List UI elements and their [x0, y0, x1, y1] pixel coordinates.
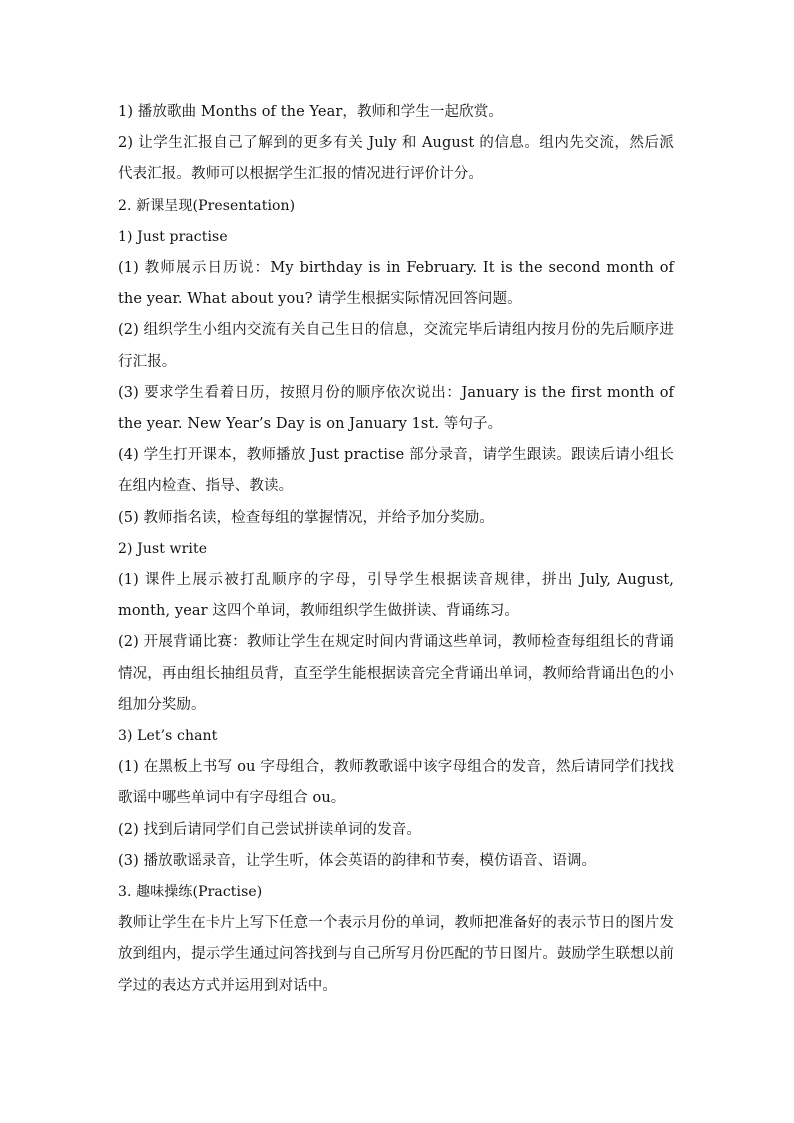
subheading-just-write: 2) Just write — [118, 540, 208, 557]
section-heading-practise: 3. 趣味操练(Practise) — [118, 883, 263, 900]
document-page — [118, 97, 674, 1002]
paragraph-practise-3: (3) 要求学生看着日历，按照月份的顺序依次说出：January is the first month of the year. New Year’s Day is on January 1st. 等句子。 — [118, 384, 674, 432]
paragraph-chant-3: (3) 播放歌谣录音，让学生听，体会英语的韵律和节奏，模仿语音、语调。 — [118, 852, 597, 869]
paragraph-practise-activity: 教师让学生在卡片上写下任意一个表示月份的单词，教师把准备好的表示节日的图片发放到组内，提示学生通过问答找到与自己所写月份匹配的节日图片。鼓励学生联想以前学过的表达方式并运用到对话中。 — [118, 915, 674, 994]
paragraph-practise-4: (4) 学生打开课本，教师播放 Just practise 部分录音，请学生跟读。跟读后请小组长在组内检查、指导、教读。 — [118, 447, 674, 495]
paragraph-write-1: (1) 课件上展示被打乱顺序的字母，引导学生根据读音规律，拼出 July, August, month, year 这四个单词，教师组织学生做拼读、背诵练习。 — [118, 571, 674, 620]
paragraph-chant-1: (1) 在黑板上书写 ou 字母组合，教师教歌谣中该字母组合的发音，然后请同学们找找歌谣中哪些单词中有字母组合 ou。 — [118, 759, 674, 807]
subheading-lets-chant: 3) Let’s chant — [118, 727, 218, 744]
paragraph-2: 2) 让学生汇报自己了解到的更多有关 July 和 August 的信息。组内先交流，然后派代表汇报。教师可以根据学生汇报的情况进行评价计分。 — [118, 135, 674, 183]
paragraph-practise-2: (2) 组织学生小组内交流有关自己生日的信息，交流完毕后请组内按月份的先后顺序进行汇报。 — [118, 322, 674, 370]
paragraph-write-2: (2) 开展背诵比赛：教师让学生在规定时间内背诵这些单词，教师检查每组组长的背诵情况，再由组长抽组员背，直至学生能根据读音完全背诵出单词，教师给背诵出色的小组加分奖励。 — [118, 634, 674, 713]
paragraph-1: 1) 播放歌曲 Months of the Year，教师和学生一起欣赏。 — [118, 104, 503, 120]
paragraph-practise-5: (5) 教师指名读，检查每组的掌握情况，并给予加分奖励。 — [118, 509, 494, 526]
paragraph-chant-2: (2) 找到后请同学们自己尝试拼读单词的发音。 — [118, 821, 421, 838]
section-heading-presentation: 2. 新课呈现(Presentation) — [118, 197, 296, 214]
subheading-just-practise: 1) Just practise — [118, 228, 228, 245]
paragraph-practise-1: (1) 教师展示日历说：My birthday is in February. It is the second month of the year. What about you? 请学生根据实际情况回答问题。 — [118, 259, 674, 308]
